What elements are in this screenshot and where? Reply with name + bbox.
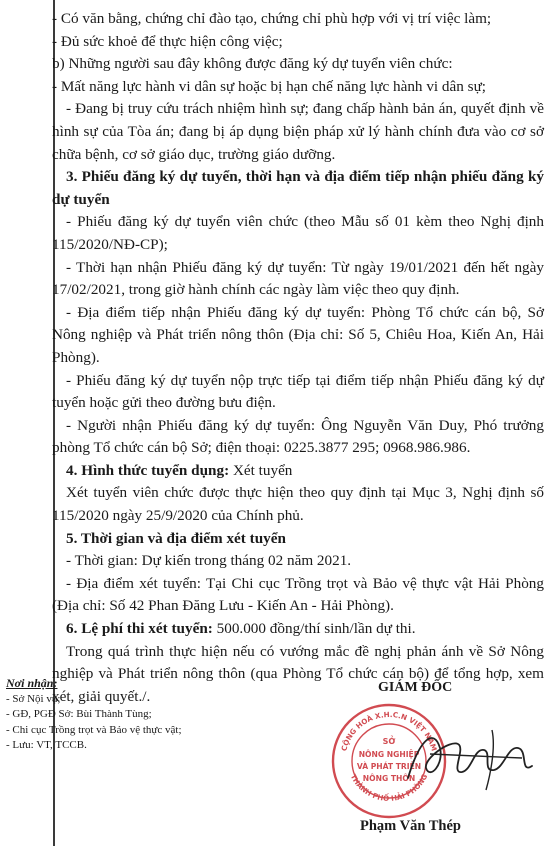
- handwritten-signature-icon: [400, 718, 540, 798]
- recipient-item: - Sở Nội vụ;: [6, 692, 61, 705]
- svg-text:CỘNG HOÀ X.H.C.N VIỆT NAM: CỘNG HOÀ X.H.C.N VIỆT NAM: [339, 709, 439, 753]
- signer-name: Phạm Văn Thép: [360, 818, 461, 834]
- text-paragraph: Xét tuyển viên chức được thực hiện theo quy định tại Mục 3, Nghị định số 115/2020 ngày 25/9/2020 của Chính phủ.: [52, 484, 544, 525]
- text-paragraph: - Địa điểm xét tuyển: Tại Chi cục Trồng trọt và Bảo vệ thực vật Hải Phòng (Địa chỉ: Số 42 Phan Đăng Lưu - Kiến An - Hải Phòng).: [52, 574, 544, 615]
- section-6-line: [52, 618, 544, 641]
- recipient-item: - Lưu: VT, TCCB.: [6, 739, 87, 751]
- text-paragraph: - Đang bị truy cứu trách nhiệm hình sự; đang chấp hành bản án, quyết định về hình sự của Tòa án; đang bị áp dụng biện pháp xử lý hành chính đưa vào cơ sở chữa bệnh, cơ sở giáo dục, trường giáo dưỡng.: [52, 100, 544, 163]
- svg-text:NÔNG NGHIỆP: NÔNG NGHIỆP: [358, 750, 420, 759]
- text-paragraph: - Phiếu đăng ký dự tuyển viên chức (theo Mẫu số 01 kèm theo Nghị định 115/2020/NĐ-CP);: [52, 213, 544, 253]
- section-value: 500.000 đồng/thí sinh/lần dự thi.: [216, 620, 416, 638]
- text-paragraph: - Người nhận Phiếu đăng ký dự tuyển: Ông Nguyễn Văn Duy, Phó trưởng phòng Tổ chức cán bộ Sở; điện thoại: 0225.3877 295; 0968.986.986.: [52, 416, 544, 457]
- svg-text:SỞ: SỞ: [382, 737, 396, 746]
- section-heading: 6. Lệ phí thi xét tuyển:: [66, 620, 213, 638]
- section-4-line: [52, 460, 544, 483]
- section-value: Xét tuyển: [232, 461, 293, 479]
- text-line: b) Những người sau đây không được đăng ký dự tuyển viên chức:: [52, 55, 453, 73]
- text-paragraph: - Phiếu đăng ký dự tuyển nộp trực tiếp tại điểm tiếp nhận Phiếu đăng ký dự tuyển hoặc gửi theo đường bưu điện.: [52, 371, 544, 412]
- text-line: - Mất năng lực hành vi dân sự hoặc bị hạn chế năng lực hành vi dân sự;: [52, 77, 487, 95]
- recipient-item: - Chi cục Trồng trọt và Bảo vệ thực vật;: [6, 723, 182, 736]
- text-line: - Có văn bằng, chứng chỉ đào tạo, chứng chỉ phù hợp với vị trí việc làm;: [52, 10, 492, 27]
- section-heading: 5. Thời gian và địa điểm xét tuyển: [66, 529, 286, 547]
- svg-text:NÔNG THÔN: NÔNG THÔN: [362, 774, 416, 783]
- signature-block: [330, 680, 540, 840]
- document-body: [44, 8, 544, 708]
- text-line: - Thời gian: Dự kiến trong tháng 02 năm 2021.: [66, 552, 352, 570]
- svg-text:THÀNH PHỐ HẢI PHÒNG: THÀNH PHỐ HẢI PHÒNG: [348, 772, 430, 803]
- text-paragraph: - Địa điểm tiếp nhận Phiếu đăng ký dự tuyển: Phòng Tổ chức cán bộ, Sở Nông nghiệp và Phát triển nông thôn (Địa chỉ: Số 5, Chiêu Hoa, Kiến An, Hải Phòng).: [52, 303, 544, 366]
- signer-title: GIÁM ĐỐC: [378, 680, 453, 695]
- text-paragraph: - Thời hạn nhận Phiếu đăng ký dự tuyển: Từ ngày 19/01/2021 đến hết ngày 17/02/2021, trong giờ hành chính các ngày làm việc theo quy định.: [52, 258, 544, 299]
- section-heading: 4. Hình thức tuyển dụng:: [66, 461, 230, 479]
- text-line: - Đủ sức khoẻ để thực hiện công việc;: [52, 32, 283, 50]
- recipients-label: Nơi nhận:: [6, 676, 58, 690]
- recipient-item: - GĐ, PGĐ Sở: Bùi Thành Tùng;: [6, 708, 152, 720]
- closing-paragraph: Trong quá trình thực hiện nếu có vướng mắc đề nghị phản ánh về Sở Nông nghiệp và Phát triển nông thôn (qua Phòng Tổ chức cán bộ) để tổng hợp, xem xét, giải quyết./.: [52, 642, 544, 705]
- svg-text:VÀ PHÁT TRIỂN: VÀ PHÁT TRIỂN: [356, 762, 422, 771]
- recipients-block: [6, 676, 306, 754]
- section-heading: 3. Phiếu đăng ký dự tuyển, thời hạn và địa điểm tiếp nhận phiếu đăng ký dự tuyển: [52, 168, 544, 208]
